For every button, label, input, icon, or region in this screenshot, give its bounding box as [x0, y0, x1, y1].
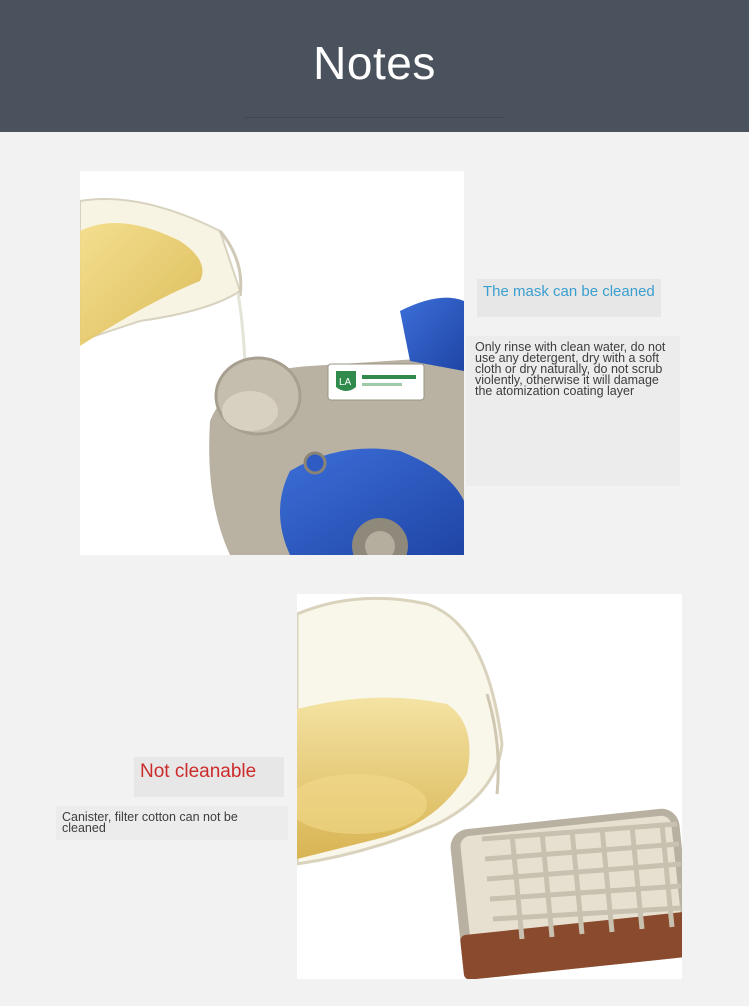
header-divider — [245, 117, 505, 118]
page-header — [0, 0, 749, 132]
not-cleanable-label-text: Not cleanable — [140, 761, 257, 782]
mask-rinse-illustration — [80, 171, 464, 555]
mask-rinse-photo — [80, 171, 464, 555]
canister-illustration — [297, 594, 682, 979]
page-title: Notes — [313, 37, 436, 89]
canister-photo — [297, 594, 682, 979]
not-cleanable-description: Canister, filter cotton can not be cleaned — [62, 810, 238, 835]
not-cleanable-label — [134, 757, 284, 797]
cleanable-label-text: The mask can be cleaned — [483, 283, 655, 300]
cleanable-label — [477, 279, 661, 317]
mask-badge-text: LA — [339, 377, 352, 388]
cleanable-description: Only rinse with clean water, do not use any detergent, dry with a soft cloth or dry naturally, do not scrub violently, otherwise it will damage the atomization coating layer — [475, 340, 666, 398]
